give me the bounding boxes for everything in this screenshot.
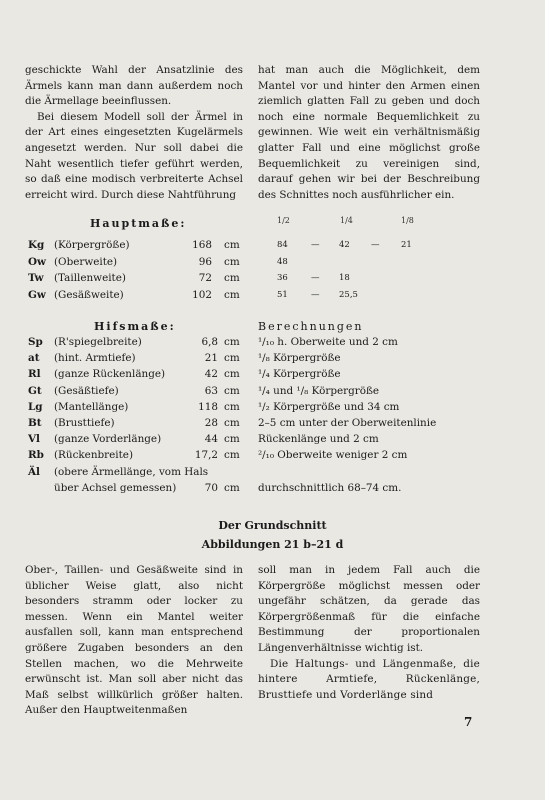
top-left-text xyxy=(25,63,243,203)
dash: — xyxy=(311,289,320,300)
section-title: Der Grundschnitt xyxy=(218,519,327,532)
measure-abbr: Äl xyxy=(28,465,41,478)
dash: — xyxy=(311,273,320,283)
top-right-text xyxy=(258,63,480,203)
hilfsmasse-row xyxy=(0,383,545,400)
measure-value: 28 xyxy=(204,417,218,429)
hilfsmasse-row xyxy=(0,399,545,416)
measure-desc: (ganze Rückenlänge) xyxy=(54,368,166,381)
hilfsmasse-title: Hifsmaße: xyxy=(94,320,176,333)
measure-abbr: Gw xyxy=(28,288,46,301)
eighth-value: 21 xyxy=(401,240,412,250)
hilfsmasse-row xyxy=(0,366,545,383)
paragraph: geschickte Wahl der Ansatzlinie des Ärmels kann man dann außerdem noch die Ärmellage beeinflussen. xyxy=(25,64,243,108)
hauptmasse-row xyxy=(0,237,545,254)
calculation-text: Rückenlänge und 2 cm xyxy=(258,433,379,446)
measure-value: 44 xyxy=(204,433,218,446)
fraction-header-half: 1/2 xyxy=(277,216,290,225)
hauptmasse-row xyxy=(0,254,545,271)
calculation-text: ¹/₂ Körpergröße und 34 cm xyxy=(258,400,400,413)
dash: — xyxy=(371,240,380,250)
measure-desc: (obere Ärmellänge, vom Hals xyxy=(54,465,209,478)
hilfsmasse-row xyxy=(0,447,545,464)
measure-unit: cm xyxy=(224,433,240,446)
measure-abbr: Vl xyxy=(28,433,41,446)
hauptmasse-row xyxy=(0,287,545,304)
measure-desc: (Körpergröße) xyxy=(54,239,130,251)
paragraph: Bei diesem Modell soll der Ärmel in der Art eines eingesetzten Kugelärmels angesetzt werden. Nur soll dabei die Naht wesentlich tiefer geführt werden, so daß eine modisch verbreiterte Achsel erreicht wird. Durch diese Nahtführung xyxy=(25,110,243,201)
measure-unit: cm xyxy=(224,417,240,429)
section-subtitle: Abbildungen 21 b–21 d xyxy=(201,538,344,551)
measure-desc: (Brusttiefe) xyxy=(54,417,115,429)
calculation-text: ¹/₁₀ h. Oberweite und 2 cm xyxy=(258,336,398,348)
fraction-header-quarter: 1/4 xyxy=(340,216,353,225)
measure-unit: cm xyxy=(224,368,240,381)
bottom-right-text xyxy=(258,563,480,703)
calculation-text: ¹/₄ und ¹/₈ Körpergröße xyxy=(258,384,380,397)
measure-abbr: Gt xyxy=(28,384,42,397)
bottom-left-text xyxy=(25,563,243,719)
hauptmasse-title: Hauptmaße: xyxy=(90,217,187,230)
half-value: 36 xyxy=(277,273,288,283)
measure-abbr: Bt xyxy=(28,417,42,429)
measure-unit: cm xyxy=(224,449,240,462)
measure-abbr: Rl xyxy=(28,368,41,381)
calculation-text: ¹/₈ Körpergröße xyxy=(258,352,341,365)
measure-value: 96 xyxy=(198,255,212,268)
measure-unit: cm xyxy=(224,288,240,301)
measure-desc: über Achsel gemessen) xyxy=(54,481,177,494)
measure-value: 21 xyxy=(204,352,218,365)
measure-abbr: Tw xyxy=(28,272,44,284)
measure-value: 42 xyxy=(204,368,218,381)
quarter-value: 18 xyxy=(339,273,350,283)
measure-desc: (Gesäßweite) xyxy=(54,288,124,301)
quarter-value: 42 xyxy=(339,240,350,250)
measure-value: 168 xyxy=(192,239,212,251)
measure-unit: cm xyxy=(224,255,240,268)
paragraph: soll man in jedem Fall auch die Körpergröße möglichst messen oder ungefähr schätzen, da gerade das Körpergrößenmaß für die einfache Bestimmung der proportionalen Längenverhältnisse wichtig ist. xyxy=(258,564,480,654)
quarter-value: 25,5 xyxy=(339,289,358,300)
measure-unit: cm xyxy=(224,272,240,284)
half-value: 84 xyxy=(277,240,288,250)
measure-unit: cm xyxy=(224,481,240,494)
measure-value: 102 xyxy=(192,288,212,301)
measure-unit: cm xyxy=(224,384,240,397)
measure-desc: (ganze Vorderlänge) xyxy=(54,433,162,446)
measure-unit: cm xyxy=(224,352,240,365)
calculation-text: ²/₁₀ Oberweite weniger 2 cm xyxy=(258,449,408,462)
measure-abbr: Kg xyxy=(28,239,45,251)
measure-abbr: Rb xyxy=(28,449,44,462)
measure-desc: (Mantellänge) xyxy=(54,400,129,413)
measure-value: 70 xyxy=(204,481,218,494)
dash: — xyxy=(311,240,320,250)
calculation-text: durchschnittlich 68–74 cm. xyxy=(258,481,402,494)
half-value: 51 xyxy=(277,289,288,300)
berechnungen-title: Berechnungen xyxy=(258,320,364,333)
measure-unit: cm xyxy=(224,400,240,413)
measure-abbr: at xyxy=(28,352,40,365)
measure-desc: (R'spiegelbreite) xyxy=(54,336,142,348)
measure-unit: cm xyxy=(224,239,240,251)
hilfsmasse-row xyxy=(0,431,545,448)
measure-unit: cm xyxy=(224,336,240,348)
measure-desc: (Taillenweite) xyxy=(54,272,126,284)
hilfsmasse-row xyxy=(0,350,545,367)
hilfsmasse-row xyxy=(0,480,545,497)
paragraph: Ober-, Taillen- und Gesäßweite sind in üblicher Weise glatt, also nicht besonders stramm oder locker zu messen. Wenn ein Mantel weiter ausfallen soll, kann man entsprechend größere Zugaben besonders an den Stellen machen, wo die Mehrweite erwünscht ist. Man soll aber nicht das Maß selbst willkürlich größer halten. Außer den Hauptweitenmaßen xyxy=(25,564,243,717)
measure-abbr: Lg xyxy=(28,400,43,413)
hilfsmasse-row xyxy=(0,415,545,432)
paragraph: Die Haltungs- und Längenmaße, die hintere Armtiefe, Rückenlänge, Brusttiefe und Vorderlänge sind xyxy=(258,657,480,701)
calculation-text: 2–5 cm unter der Oberweitenlinie xyxy=(258,417,437,429)
measure-desc: (hint. Armtiefe) xyxy=(54,352,136,365)
hilfsmasse-row xyxy=(0,334,545,351)
calculation-text: ¹/₄ Körpergröße xyxy=(258,368,341,381)
measure-desc: (Gesäßtiefe) xyxy=(54,384,119,397)
half-value: 48 xyxy=(277,256,288,267)
measure-desc: (Oberweite) xyxy=(54,255,118,268)
fraction-header-eighth: 1/8 xyxy=(401,216,414,225)
measure-value: 72 xyxy=(198,272,212,284)
measure-abbr: Ow xyxy=(28,255,46,268)
measure-desc: (Rückenbreite) xyxy=(54,449,133,462)
measure-abbr: Sp xyxy=(28,336,43,348)
measure-value: 6,8 xyxy=(201,336,218,348)
page-number: 7 xyxy=(464,715,473,729)
measure-value: 63 xyxy=(204,384,218,397)
measure-value: 118 xyxy=(198,400,218,413)
hilfsmasse-row xyxy=(0,464,545,481)
measure-value: 17,2 xyxy=(194,449,218,462)
hauptmasse-row xyxy=(0,270,545,287)
paragraph: hat man auch die Möglichkeit, dem Mantel vor und hinter den Armen einen ziemlich glatten Fall zu geben und doch noch eine normale Bequemlichkeit zu gewinnen. Wie weit ein verhältnismäßig glatter Fall und eine möglichst große Bequemlichkeit zu vereinigen sind, darauf gehen wir bei der Beschreibung des Schnittes noch ausführlicher ein. xyxy=(258,64,480,201)
